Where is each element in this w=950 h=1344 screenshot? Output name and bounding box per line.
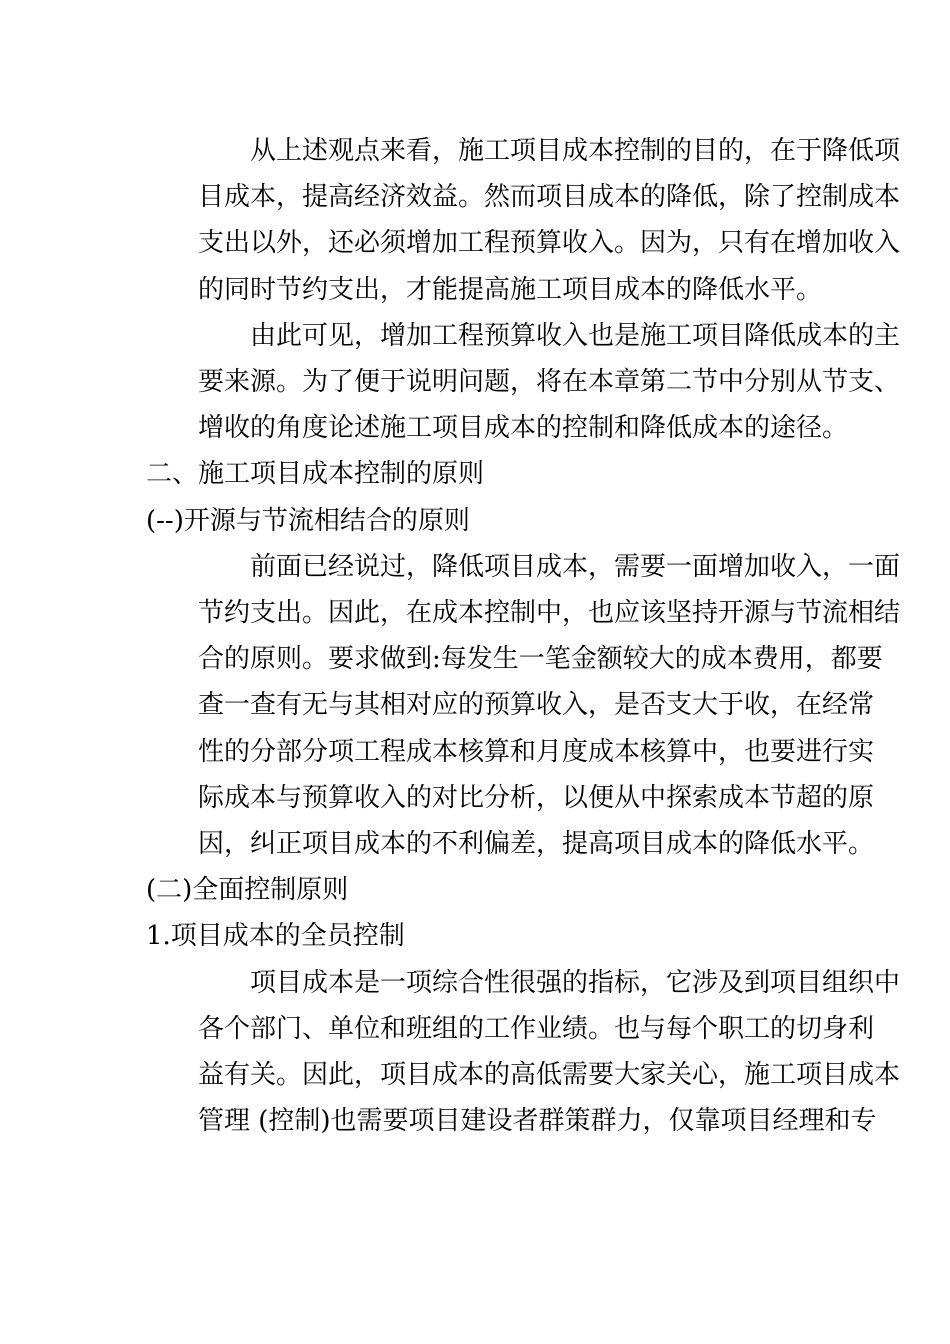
text-line: 由此可见，增加工程预算收入也是施工项目降低成本的主 — [250, 320, 901, 351]
text-line: 际成本与预算收入的对比分析，以便从中探索成本节超的原 — [198, 782, 875, 813]
text-line: 从上述观点来看，施工项目成本控制的目的，在于降低项 — [250, 136, 901, 166]
text-line: 管理 (控制)也需要项目建设者群策群力，仅靠项目经理和专 — [198, 1106, 877, 1137]
text-line: 支出以外，还必须增加工程预算收入。因为，只有在增加收入 — [198, 228, 901, 259]
text-line: 要来源。为了便于说明问题，将在本章第二节中分别从节支、 — [198, 367, 901, 398]
text-line: 的同时节约支出，才能提高施工项目成本的降低水平。 — [198, 274, 823, 305]
text-line: 因，纠正项目成本的不利偏差，提高项目成本的降低水平。 — [198, 829, 875, 860]
text-line: 前面已经说过，降低项目成本，需要一面增加收入，一面 — [250, 551, 901, 582]
text-line: 合的原则。要求做到:每发生一笔金额较大的成本费用，都要 — [198, 644, 883, 675]
paragraph-cost-control-purpose — [146, 128, 901, 313]
text-line: 项目成本是一项综合性很强的指标，它涉及到项目组织中 — [250, 967, 901, 998]
text-line: 性的分部分项工程成本核算和月度成本核算中，也要进行实 — [198, 736, 875, 767]
section-heading-principles: 二、施工项目成本控制的原则 — [146, 459, 485, 490]
text-line: 目成本，提高经济效益。然而项目成本的降低，除了控制成本 — [198, 182, 901, 213]
text-line: 节约支出。因此，在成本控制中，也应该坚持开源与节流相结 — [198, 598, 901, 629]
subsection-heading-open-source: (--)开源与节流相结合的原则 — [146, 505, 470, 536]
text-line: 各个部门、单位和班组的工作业绩。也与每个职工的切身利 — [198, 1013, 875, 1044]
text-line: 增收的角度论述施工项目成本的控制和降低成本的途径。 — [198, 413, 849, 444]
text-line: 查一查有无与其相对应的预算收入，是否支大于收，在经常 — [198, 690, 875, 721]
subsection-heading-full-control: (二)全面控制原则 — [146, 875, 349, 906]
text-line: 益有关。因此，项目成本的高低需要大家关心，施工项目成本 — [198, 1060, 901, 1091]
paragraph-revenue-source — [146, 313, 901, 452]
paragraph-open-source-throttle — [146, 544, 901, 867]
paragraph-all-staff-control — [146, 960, 901, 1145]
item-heading-all-staff-control: 1.项目成本的全员控制 — [146, 921, 405, 952]
document-body — [146, 128, 901, 1144]
